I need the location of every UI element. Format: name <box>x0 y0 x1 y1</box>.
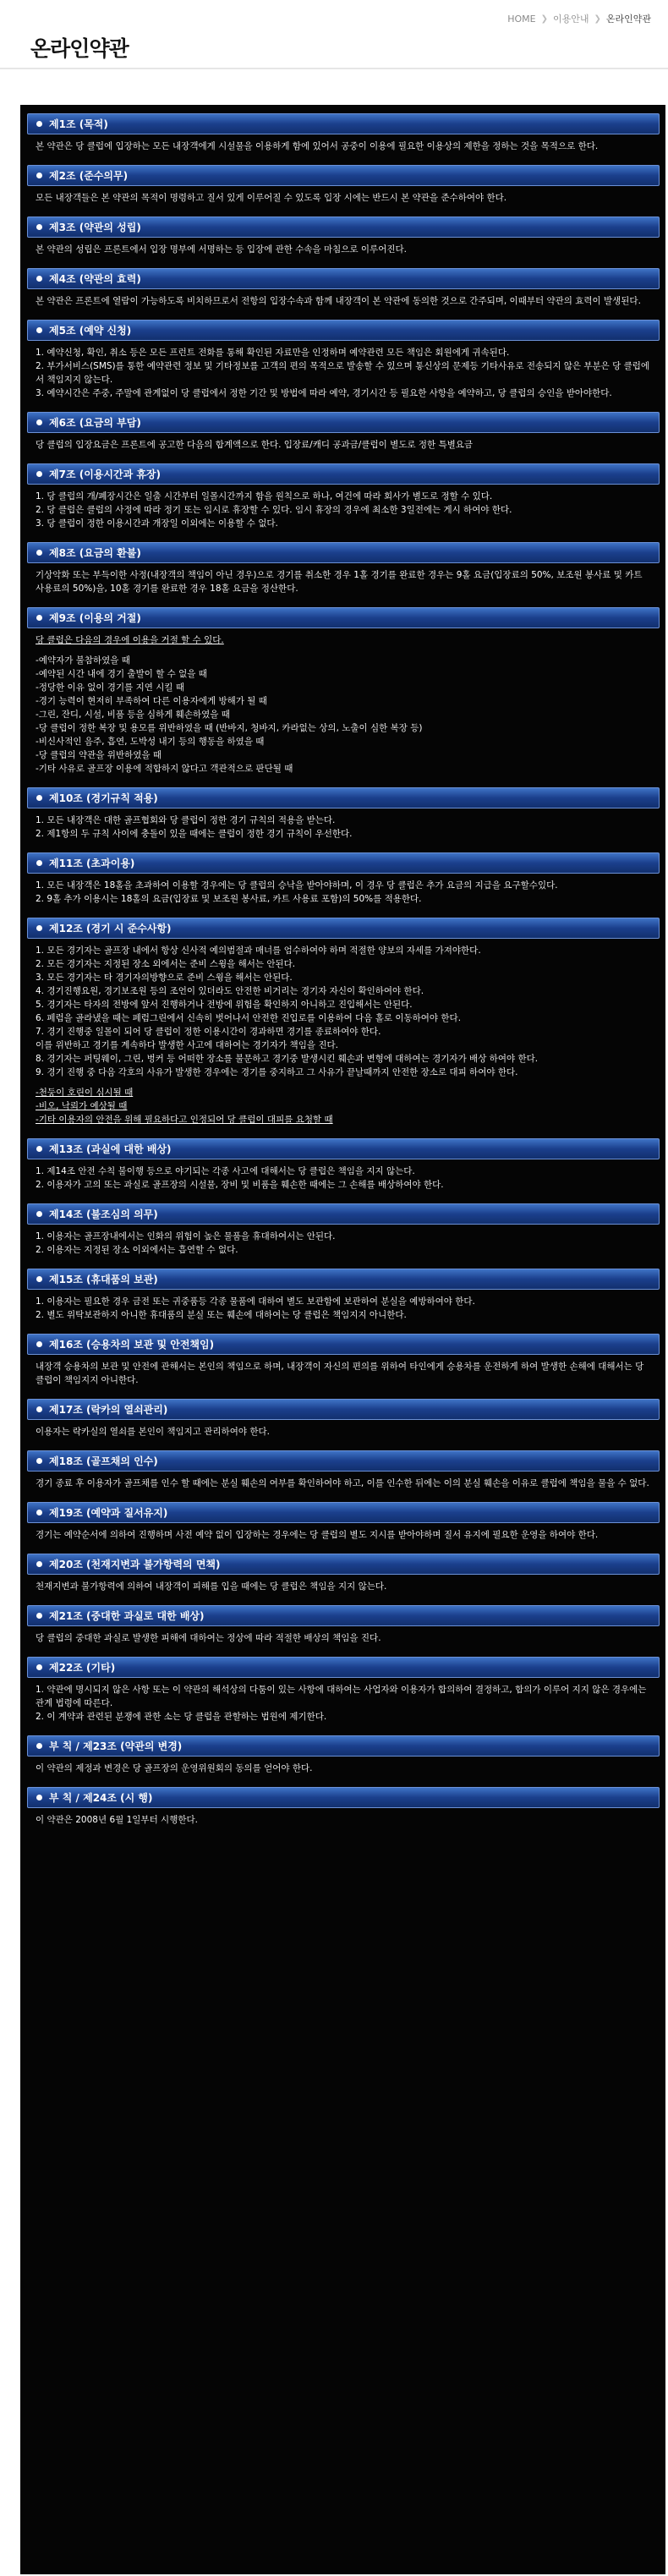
article-body <box>27 939 660 1126</box>
article-header <box>27 463 660 485</box>
article-title: 부 칙 / 제23조 (약관의 변경) <box>49 1740 183 1752</box>
article-text: 6. 페럼을 골라냈을 때는 페럼그린에서 신속히 벗어나서 안전한 진입로를 이용하여 다음 홀로 이동하여야 한다. <box>36 1013 462 1023</box>
terms-article <box>27 607 660 776</box>
bullet-icon <box>36 419 42 425</box>
article-header <box>27 918 660 939</box>
article-text: 2. 모든 경기자는 지정된 장소 외에서는 준비 스윙을 해서는 안된다. <box>36 959 296 969</box>
bullet-icon <box>36 1458 42 1464</box>
article-text: 3. 예약시간은 주중, 주말에 관계없이 당 클럽에서 정한 기간 및 방법에 따라 예약, 경기시간 등 필요한 사항을 예약하고, 당 클럽의 승인을 받아야한다. <box>36 388 612 398</box>
article-text: 1. 모든 경기자는 골프장 내에서 항상 신사적 예의범절과 매너를 엄수하여야 하며 적절한 양보의 자세를 가져야한다. <box>36 945 481 956</box>
article-title: 제14조 (불조심의 의무) <box>49 1209 158 1220</box>
bullet-icon <box>36 550 42 556</box>
terms-article <box>27 1502 660 1542</box>
article-header <box>27 607 660 628</box>
article-text: 이를 위반하고 경기를 계속하다 발생한 사고에 대하여는 경기자가 책임을 진다. <box>36 1040 338 1050</box>
terms-article <box>27 1399 660 1439</box>
terms-container <box>20 105 665 2574</box>
article-body <box>27 1757 660 1775</box>
article-title: 제6조 (요금의 부담) <box>49 417 141 429</box>
article-body <box>27 1290 660 1322</box>
terms-article <box>27 1657 660 1724</box>
article-text: 이용자는 락카실의 열쇠를 본인이 책임지고 관리하여야 한다. <box>36 1427 270 1437</box>
article-header <box>27 787 660 808</box>
article-text: -당 클럽이 정한 복장 및 용모를 위반하였을 때 (반바지, 청바지, 카라없는 상의, 노출이 심한 복장 등) <box>36 723 423 733</box>
article-title: 부 칙 / 제24조 (시 행) <box>49 1792 153 1804</box>
terms-article <box>27 1269 660 1322</box>
bullet-icon <box>36 1561 42 1567</box>
terms-article <box>27 787 660 841</box>
chevron-right-icon: ❯ <box>540 14 548 24</box>
article-title: 제1조 (목적) <box>49 118 108 130</box>
article-text: 당 클럽의 입장요금은 프론트에 공고한 다음의 합계액으로 한다. 입장료/캐디 공과금/클럽이 별도로 정한 특별요금 <box>36 440 474 450</box>
article-body <box>27 186 660 205</box>
article-header <box>27 113 660 134</box>
terms-article <box>27 113 660 153</box>
article-text: -당 클럽의 약관을 위반하였을 때 <box>36 750 162 760</box>
terms-article <box>27 320 660 400</box>
bullet-icon <box>36 471 42 477</box>
bullet-icon <box>36 1795 42 1800</box>
article-title: 제20조 (천재지변과 불가항력의 면책) <box>49 1559 221 1570</box>
article-text: 천재지변과 불가항력에 의하여 내장객이 피해를 입을 때에는 당 클럽은 책임을 지지 않는다. <box>36 1581 387 1592</box>
terms-article <box>27 216 660 256</box>
article-text: 2. 이용자는 지정된 장소 이외에서는 흡연할 수 없다. <box>36 1245 238 1255</box>
article-text: 모든 내장객들은 본 약관의 목적이 명령하고 질서 있게 이루어질 수 있도록 입장 시에는 반드시 본 약관을 준수하여야 한다. <box>36 193 507 203</box>
article-title: 제17조 (락카의 열쇠관리) <box>49 1404 168 1416</box>
article-text: 1. 이용자는 필요한 경우 금전 또는 귀중품등 각종 물품에 대하여 별도 보관함에 보관하여 분실을 예방하여야 한다. <box>36 1296 475 1307</box>
article-body <box>27 1420 660 1439</box>
article-body <box>27 1678 660 1724</box>
bullet-icon <box>36 1613 42 1619</box>
bullet-icon <box>36 615 42 621</box>
bullet-icon <box>36 1276 42 1282</box>
paragraph-spacer <box>36 1079 651 1086</box>
bullet-icon <box>36 1211 42 1217</box>
article-header <box>27 412 660 433</box>
article-text: 1. 예약신청, 확인, 취소 등은 모든 프런트 전화를 통해 확인된 자료만을 인정하며 예약관련 모든 책임은 회원에게 귀속된다. <box>36 348 510 358</box>
article-text: 2. 9홀 추가 이용시는 18홀의 요금(입장료 및 보조원 봉사료, 카트 사용료 포함)의 50%를 적용한다. <box>36 894 422 904</box>
article-text: 8. 경기자는 퍼팅웨이, 그린, 벙커 등 어떠한 장소를 불문하고 경기중 발생시킨 훼손과 변형에 대하여는 경기자가 배상 하여야 한다. <box>36 1054 539 1064</box>
article-body <box>27 874 660 906</box>
article-text: 기상악화 또는 부득이한 사정(내장객의 책임이 아닌 경우)으로 경기를 취소한 경우 1홀 경기를 완료한 경우는 9홀 요금(입장료의 50%, 보조원 봉사료 및 카트 사용료의 50%)을, 10홀 경기를 완료한 경우 18홀 요금을 정산한다. <box>36 570 643 594</box>
article-body <box>27 1472 660 1490</box>
paragraph-spacer <box>36 647 651 654</box>
article-text: 5. 경기자는 타자의 전방에 앞서 진행하거나 전방에 위험을 확인하지 아니하고 진입해서는 안된다. <box>36 1000 413 1010</box>
article-text: -예약된 시간 내에 경기 출발이 할 수 없을 때 <box>36 669 207 679</box>
article-header <box>27 1399 660 1420</box>
bullet-icon <box>36 860 42 866</box>
article-header <box>27 1787 660 1808</box>
article-header <box>27 542 660 563</box>
article-title: 제16조 (승용차의 보관 및 안전책임) <box>49 1339 215 1351</box>
article-body <box>27 1225 660 1257</box>
article-text: 당 클럽의 중대한 과실로 발생한 피해에 대하여는 정상에 따라 적절한 배상의 책임을 진다. <box>36 1633 381 1643</box>
article-text: -비오, 낙뢰가 예상될 때 <box>36 1101 128 1111</box>
bullet-icon <box>36 173 42 178</box>
article-title: 제4조 (약관의 효력) <box>49 273 141 285</box>
article-body <box>27 433 660 452</box>
article-text: 1. 제14조 안전 수칙 불이행 등으로 야기되는 각종 사고에 대해서는 당 클럽은 책임을 지지 않는다. <box>36 1166 415 1176</box>
article-text: 3. 당 클럽이 정한 이용시간과 개장일 이외에는 이용할 수 없다. <box>36 518 278 529</box>
article-header <box>27 1203 660 1225</box>
breadcrumb-current: 온라인약관 <box>605 14 651 25</box>
article-text: 경기 종료 후 이용자가 골프채를 인수 할 때에는 분실 훼손의 여부를 확인하여야 하고, 이를 인수한 뒤에는 이의 분실 훼손을 이유로 클럽에 책임을 물을 수 없다. <box>36 1478 649 1488</box>
article-title: 제18조 (골프채의 인수) <box>49 1455 158 1467</box>
article-title: 제12조 (경기 시 준수사항) <box>49 923 172 934</box>
bullet-icon <box>36 925 42 931</box>
article-text: 9. 경기 진행 중 다음 각호의 사유가 발생한 경우에는 경기를 중지하고 그 사유가 끝날때까지 안전한 장소로 대피 하여야 한다. <box>36 1067 518 1077</box>
article-header <box>27 1138 660 1159</box>
breadcrumb-guide-link[interactable]: 이용안내 <box>552 14 589 25</box>
article-text: 1. 약관에 명시되지 않은 사항 또는 이 약관의 해석상의 다툼이 있는 사항에 대하여는 사업자와 이용자가 합의하여 결정하고, 합의가 이루어 지지 않은 경우에는 관계 법령에 따른다. <box>36 1685 647 1708</box>
article-title: 제2조 (준수의무) <box>49 170 129 182</box>
article-text: 본 약관의 성립은 프론트에서 입장 명부에 서명하는 등 입장에 관한 수속을 마침으로 이루어진다. <box>36 244 407 255</box>
terms-article <box>27 1138 660 1192</box>
article-title: 제21조 (중대한 과실로 대한 배상) <box>49 1610 205 1622</box>
terms-article <box>27 1334 660 1387</box>
article-title: 제7조 (이용시간과 휴장) <box>49 469 162 480</box>
bullet-icon <box>36 1406 42 1412</box>
article-text: 1. 모든 내장객은 대한 골프협회와 당 클럽이 정한 경기 규칙의 적용을 받는다. <box>36 815 336 825</box>
article-text: 이 약관의 제정과 변경은 당 골프장의 운영위원회의 동의를 얻어야 한다. <box>36 1763 313 1773</box>
article-text: -천둥이 호린이 심시될 때 <box>36 1088 134 1098</box>
page-title: 온라인약관 <box>30 36 129 61</box>
article-title: 제15조 (휴대품의 보관) <box>49 1274 158 1285</box>
terms-article <box>27 1554 660 1593</box>
article-body <box>27 341 660 400</box>
article-header <box>27 320 660 341</box>
article-header <box>27 1269 660 1290</box>
bullet-icon <box>36 1743 42 1749</box>
bullet-icon <box>36 1146 42 1152</box>
article-body <box>27 238 660 256</box>
article-title: 제9조 (이용의 거절) <box>49 612 141 624</box>
article-body <box>27 1159 660 1192</box>
article-text: 7. 경기 진행중 일몰이 되어 당 클럽이 정한 이용시간이 경과하면 경기를 종료하여야 한다. <box>36 1027 381 1037</box>
article-text: 2. 당 클럽은 클럽의 사정에 따라 정기 또는 임시로 휴장할 수 있다. 임시 휴장의 경우에 최소한 3일전에는 게시 하여야 한다. <box>36 505 512 515</box>
bullet-icon <box>36 1341 42 1347</box>
article-title: 제22조 (기타) <box>49 1662 116 1674</box>
article-header <box>27 1554 660 1575</box>
article-header <box>27 1502 660 1523</box>
article-header <box>27 1605 660 1626</box>
article-text: -기타 이용자의 안전을 위해 필요하다고 인정되어 당 클럽이 대피를 요청할 때 <box>36 1115 333 1125</box>
terms-article <box>27 463 660 530</box>
article-text: -기타 사유로 골프장 이용에 적합하지 않다고 객관적으로 판단될 때 <box>36 764 293 774</box>
terms-article <box>27 1605 660 1645</box>
breadcrumb-home-link[interactable]: HOME <box>507 13 536 25</box>
article-title: 제8조 (요금의 환불) <box>49 547 141 559</box>
article-text: 본 약관은 당 클럽에 입장하는 모든 내장객에게 시설물을 이용하게 함에 있어서 공중이 이용에 필요한 이용상의 제한을 정하는 것을 목적으로 한다. <box>36 141 599 151</box>
terms-article <box>27 412 660 452</box>
article-body <box>27 1355 660 1387</box>
bullet-icon <box>36 795 42 801</box>
article-title: 제13조 (과실에 대한 배상) <box>49 1143 172 1155</box>
article-body <box>27 1575 660 1593</box>
article-text: 2. 이용자가 고의 또는 과실로 골프장의 시설물, 장비 및 비품을 훼손한 때에는 그 손해를 배상하여야 한다. <box>36 1180 444 1190</box>
article-body <box>27 808 660 841</box>
bullet-icon <box>36 327 42 333</box>
bullet-icon <box>36 1510 42 1515</box>
article-body <box>27 563 660 595</box>
article-body <box>27 485 660 530</box>
article-body <box>27 134 660 153</box>
article-text: 2. 부가서비스(SMS)를 통한 예약관련 정보 및 기타정보를 고객의 편의 목적으로 발송할 수 있으며 통신상의 문제등 기타사유로 전송되지 않은 부분은 당 클럽에서 책임지지 않는다. <box>36 361 650 385</box>
article-title: 제10조 (경기규칙 적용) <box>49 792 158 804</box>
article-body <box>27 1626 660 1645</box>
page-header <box>0 0 668 69</box>
article-body <box>27 289 660 308</box>
bullet-icon <box>36 224 42 230</box>
article-text: 이 약관은 2008년 6월 1일부터 시행한다. <box>36 1815 198 1825</box>
terms-article <box>27 542 660 595</box>
article-title: 제5조 (예약 신청) <box>49 325 132 337</box>
bullet-icon <box>36 121 42 127</box>
terms-list <box>27 113 660 1839</box>
terms-article <box>27 1787 660 1827</box>
article-text: 1. 이용자는 골프장내에서는 인화의 위험이 높은 물품을 휴대하여서는 안된다. <box>36 1231 336 1241</box>
article-text: 4. 경기진행요원, 경기보조원 등의 조언이 있더라도 안전한 비거리는 경기자 자신이 확인하여야 한다. <box>36 986 424 996</box>
article-title: 제11조 (초과이용) <box>49 858 135 869</box>
breadcrumb <box>502 12 656 25</box>
article-body <box>27 628 660 776</box>
article-text: 1. 당 클럽의 개/폐장시간은 일출 시간부터 일몰시간까지 함을 원칙으로 하나, 여건에 따라 회사가 별도로 정할 수 있다. <box>36 491 493 501</box>
article-body <box>27 1523 660 1542</box>
bullet-icon <box>36 1664 42 1670</box>
article-text: -그린, 잔디, 시설, 비품 등을 심하게 훼손하였을 때 <box>36 710 230 720</box>
article-text: 경기는 예약순서에 의하여 진행하며 사전 예약 없이 입장하는 경우에는 당 클럽의 별도 지시를 받아야하며 질서 유지에 필요한 운영을 하여야 한다. <box>36 1530 599 1540</box>
article-text: 1. 모든 내장객은 18홀을 초과하여 이용할 경우에는 당 클럽의 승낙을 받아야하며, 이 경우 당 클럽은 추가 요금의 지급을 요구할수있다. <box>36 880 558 891</box>
article-title: 제19조 (예약과 질서유지) <box>49 1507 168 1519</box>
terms-article <box>27 1203 660 1257</box>
chevron-right-icon: ❯ <box>594 14 601 24</box>
terms-article <box>27 165 660 205</box>
terms-article <box>27 268 660 308</box>
terms-article <box>27 852 660 906</box>
article-body <box>27 1808 660 1827</box>
article-header <box>27 852 660 874</box>
article-header <box>27 1450 660 1472</box>
article-text: -정당한 이유 없이 경기를 지연 시킬 때 <box>36 682 184 693</box>
article-text: 2. 제1항의 두 규칙 사이에 충돌이 있을 때에는 클럽이 정한 경기 규칙이 우선한다. <box>36 829 353 839</box>
article-header <box>27 216 660 238</box>
article-header <box>27 1735 660 1757</box>
article-text: 본 약관은 프론트에 열람이 가능하도록 비치하므로서 전항의 입장수속과 함께 내장객이 본 약관에 동의한 것으로 간주되며, 이때부터 약관의 효력이 발생된다. <box>36 296 641 306</box>
terms-article <box>27 918 660 1126</box>
article-text: -경기 능력이 현저히 부족하여 다른 이용자에게 방해가 될 때 <box>36 696 267 706</box>
article-header <box>27 1657 660 1678</box>
article-text: -예약자가 불참하였을 때 <box>36 655 130 666</box>
article-header <box>27 1334 660 1355</box>
article-text: -비신사적인 음주, 흡연, 도박성 내기 등의 행동을 하였을 때 <box>36 737 265 747</box>
terms-article <box>27 1735 660 1775</box>
bullet-icon <box>36 276 42 282</box>
article-header <box>27 268 660 289</box>
article-text: 2. 별도 위탁보관하지 아니한 휴대품의 분실 또는 훼손에 대하여는 당 클럽은 책임지지 아니한다. <box>36 1310 407 1320</box>
article-text: 당 클럽은 다음의 경우에 이용을 거절 할 수 있다. <box>36 635 224 645</box>
article-text: 내장객 승용차의 보관 및 안전에 관해서는 본인의 책임으로 하며, 내장객이 자신의 편의를 위하여 타인에게 승용차를 운전하게 하여 발생한 손해에 대해서는 당 클럽이 책임지지 아니한다. <box>36 1362 644 1385</box>
article-header <box>27 165 660 186</box>
article-title: 제3조 (약관의 성립) <box>49 222 141 233</box>
article-text: 2. 이 계약과 관련된 분쟁에 관한 소는 당 클럽을 관할하는 법원에 제기한다. <box>36 1712 327 1722</box>
article-text: 3. 모든 경기자는 타 경기자의방향으로 준비 스윙을 해서는 안된다. <box>36 973 293 983</box>
terms-article <box>27 1450 660 1490</box>
